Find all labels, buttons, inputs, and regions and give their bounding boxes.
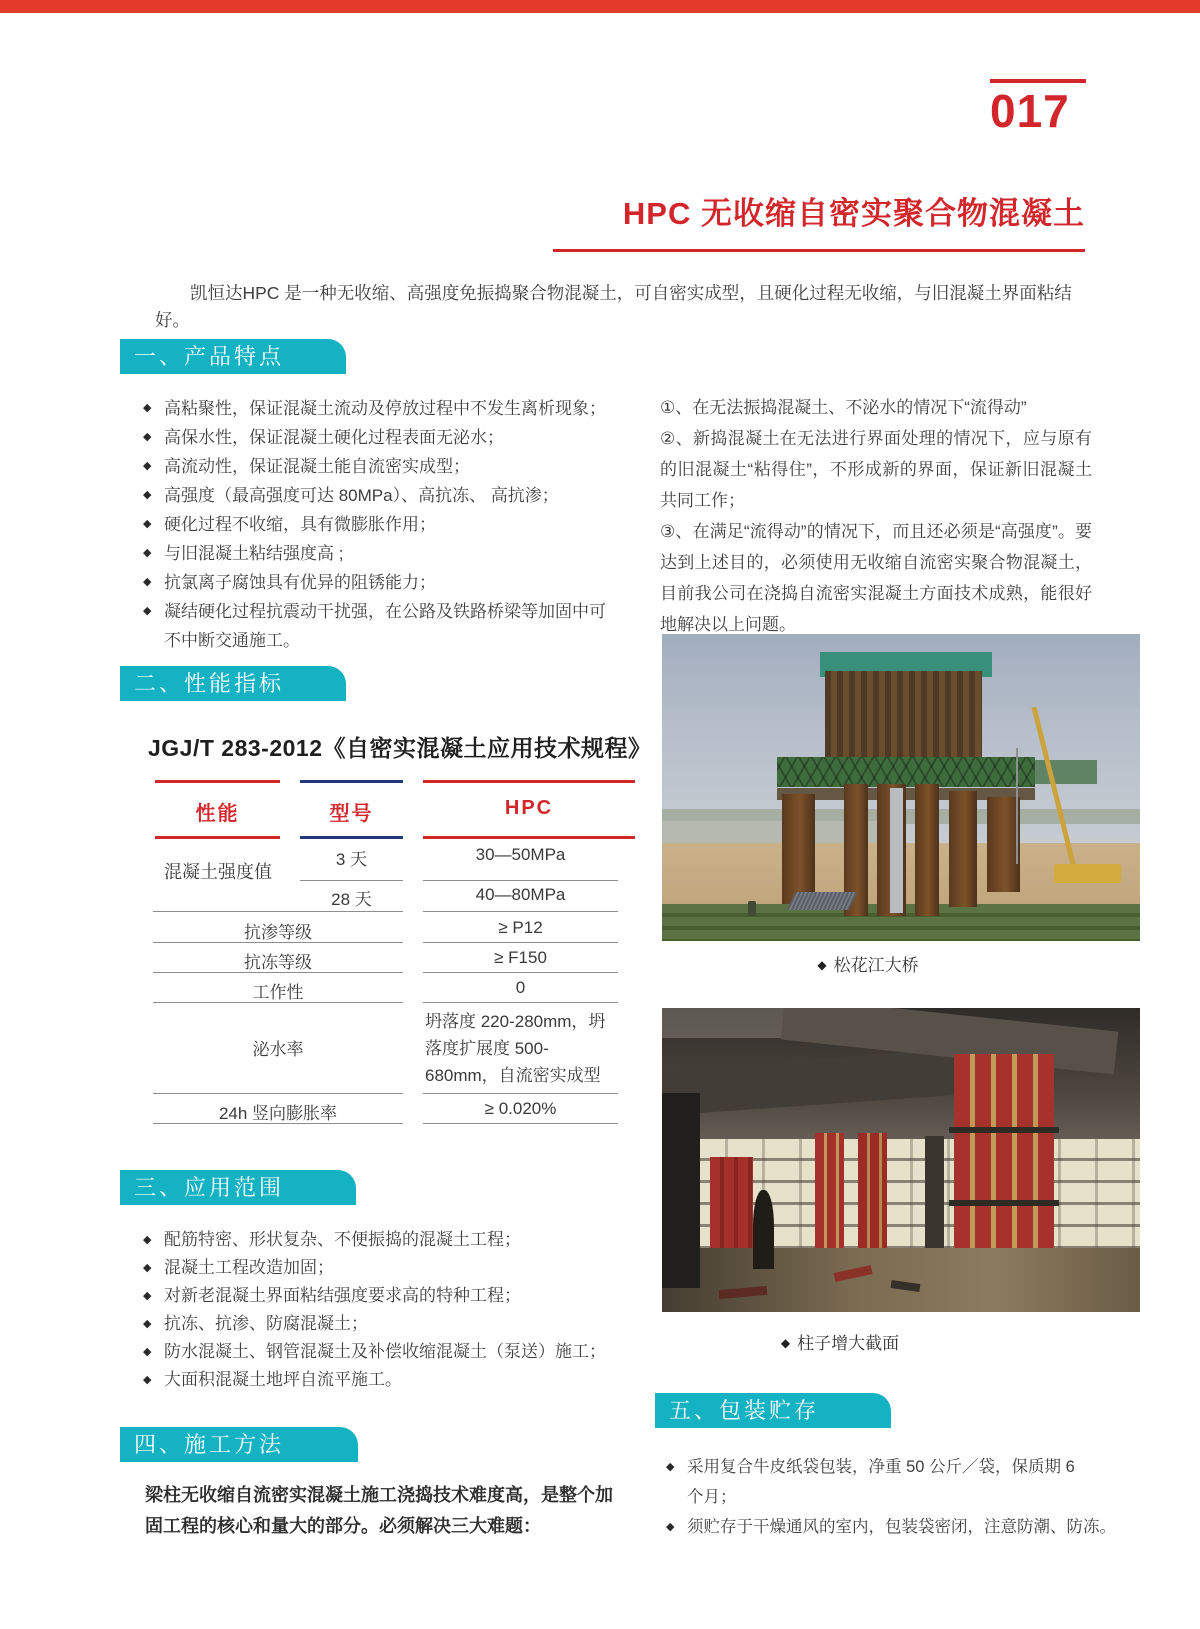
diamond-bullet-icon: ◆ (143, 1262, 152, 1274)
bullet-text: 高流动性，保证混凝土能自流密实成型； (164, 457, 470, 476)
list-item (143, 394, 613, 423)
photo-steel-core (890, 788, 903, 914)
column-header: HPC (504, 797, 554, 819)
row-divider (423, 880, 618, 881)
diamond-bullet-icon: ◆ (143, 518, 152, 530)
header-rule-top (155, 780, 280, 783)
cell-label: 抗冻等级 (244, 953, 312, 972)
diamond-bullet-icon: ◆ (143, 1234, 152, 1246)
cell-strength-label: 混凝土强度值 (164, 862, 272, 882)
diamond-marker-icon: ◆ (780, 1336, 791, 1350)
notes-column (660, 392, 1092, 640)
bullet-text: 防水混凝土、钢管混凝土及补偿收缩混凝土（泵送）施工； (164, 1342, 606, 1361)
photo-pier-column (915, 784, 939, 916)
list-item (143, 568, 613, 597)
section-heading-text: 五、包装贮存 (669, 1398, 820, 1423)
bullet-text: 抗氯离子腐蚀具有优异的阻锈能力； (164, 573, 436, 592)
bullet-text: 与旧混凝土粘结强度高 ; (164, 544, 344, 563)
cell-label: 工作性 (252, 983, 304, 1002)
list-item (143, 1254, 623, 1282)
row-divider (300, 880, 403, 881)
cell-label: 24h 竖向膨胀率 (218, 1104, 338, 1123)
bullet-text: 大面积混凝土地坪自流平施工。 (164, 1370, 402, 1389)
cell-value: ≥ F150 (494, 948, 547, 967)
note-paragraph: ②、新捣混凝土在无法进行界面处理的情况下，应与原有的旧混凝土“粘得住”，不形成新的界面，保证新旧混凝土共同工作； (660, 429, 1092, 510)
page-title: HPC 无收缩自密实聚合物混凝土 (622, 196, 1085, 231)
list-item (666, 1452, 1102, 1512)
row-divider (423, 942, 618, 943)
diamond-bullet-icon: ◆ (143, 605, 152, 617)
photo-formwork-clamp (949, 1200, 1059, 1206)
list-item (666, 1512, 1116, 1542)
diamond-bullet-icon: ◆ (666, 1461, 675, 1473)
photo-rebar-pile (787, 892, 858, 910)
top-red-bar (0, 0, 1200, 13)
diamond-bullet-icon: ◆ (143, 489, 152, 501)
photo-formwork-clamp (949, 1127, 1059, 1133)
packaging-list (666, 1452, 1116, 1542)
bullet-text: 凝结硬化过程抗震动干扰强，在公路及铁路桥梁等加固中可不中断交通施工。 (164, 602, 606, 650)
section-heading-packaging (655, 1393, 891, 1428)
cell-value: 30—50MPa (475, 845, 566, 864)
diamond-bullet-icon: ◆ (143, 1318, 152, 1330)
applications-list (143, 1226, 623, 1394)
cell-label: 抗渗等级 (244, 923, 312, 942)
bullet-text: 硬化过程不收缩，具有微膨胀作用； (164, 515, 436, 534)
row-divider (153, 942, 403, 943)
column-formwork-photo (662, 1008, 1140, 1312)
diamond-bullet-icon: ◆ (666, 1521, 675, 1533)
cell-label: 泌水率 (252, 1040, 304, 1059)
diamond-bullet-icon: ◆ (143, 431, 152, 443)
bullet-text: 混凝土工程改造加固； (164, 1258, 334, 1277)
cell-value: 坍落度 220-280mm，坍落度扩展度 500-680mm，自流密实成型 (425, 1012, 606, 1085)
header-rule-bottom (423, 836, 635, 839)
table-title: JGJ/T 283-2012《自密实混凝土应用技术规程》 (148, 735, 652, 761)
list-item (143, 423, 613, 452)
section-heading-text: 四、施工方法 (134, 1432, 285, 1457)
note-paragraph: ①、在无法振捣混凝土、不泌水的情况下“流得动” (660, 398, 1027, 417)
photo-pier-column (782, 794, 815, 905)
page-number: 017 (990, 85, 1070, 137)
header-rule-bottom (155, 836, 280, 839)
cell-value: 40—80MPa (475, 885, 566, 904)
header-rule-bottom (300, 836, 403, 839)
cell-age: 3 天 (335, 850, 368, 869)
product-features-list (143, 394, 613, 655)
row-divider (153, 1093, 403, 1094)
diamond-bullet-icon: ◆ (143, 1346, 152, 1358)
list-item (143, 597, 613, 655)
list-item (143, 1338, 623, 1366)
list-item (143, 1282, 623, 1310)
list-item (143, 481, 613, 510)
list-item (143, 1310, 623, 1338)
diamond-bullet-icon: ◆ (143, 547, 152, 559)
section-heading-text: 一、产品特点 (134, 344, 285, 369)
title-underline (553, 249, 1085, 252)
diamond-bullet-icon: ◆ (143, 1290, 152, 1302)
caption-text: 柱子增大截面 (797, 1334, 900, 1353)
section-heading-text: 三、应用范围 (134, 1175, 285, 1200)
bullet-text: 对新老混凝土界面粘结强度要求高的特种工程； (164, 1286, 521, 1305)
row-divider (153, 1002, 403, 1003)
cell-value: 0 (515, 978, 526, 997)
photo-dark-edge (662, 1093, 700, 1288)
diamond-bullet-icon: ◆ (143, 460, 152, 472)
photo-green-truss (777, 757, 1035, 788)
performance-table (153, 780, 637, 1125)
bullet-text: 高粘聚性，保证混凝土流动及停放过程中不发生离析现象； (164, 399, 606, 418)
bullet-text: 配筋特密、形状复杂、不便振捣的混凝土工程； (164, 1230, 521, 1249)
photo-truss-extension (1035, 760, 1097, 785)
cell-age: 28 天 (331, 890, 372, 909)
row-divider (423, 972, 618, 973)
diamond-bullet-icon: ◆ (143, 576, 152, 588)
photo-worker-silhouette (753, 1190, 775, 1269)
row-divider (423, 1002, 618, 1003)
header-rule-top (300, 780, 403, 783)
bullet-text: 抗冻、抗渗、防腐混凝土； (164, 1314, 368, 1333)
table-bottom-border (153, 1123, 403, 1124)
photo-crane-truck (1054, 864, 1121, 882)
row-divider (423, 911, 618, 912)
diamond-bullet-icon: ◆ (143, 1374, 152, 1386)
photo-worker (748, 901, 756, 916)
bullet-text: 高强度（最高强度可达 80MPa）、高抗冻、 高抗渗； (164, 486, 559, 505)
list-item (143, 539, 613, 568)
photo-caption (600, 1329, 1080, 1354)
section-heading-text: 二、性能指标 (134, 671, 285, 696)
list-item (143, 510, 613, 539)
section-heading-product-features (120, 339, 346, 374)
photo-dark-post (925, 1136, 944, 1264)
photo-caption (628, 951, 1108, 976)
photo-utility-pole (1016, 748, 1018, 865)
column-header: 性能 (195, 803, 240, 825)
photo-dirt-floor (662, 1248, 1140, 1312)
photo-pier-column (949, 791, 978, 908)
list-item (143, 452, 613, 481)
column-header: 型号 (329, 803, 374, 825)
construction-paragraph: 梁柱无收缩自流密实混凝土施工浇捣技术难度高，是整个加固工程的核心和量大的部分。必须解决三大难题： (145, 1485, 613, 1536)
list-item (143, 1226, 623, 1254)
bridge-photo (662, 634, 1140, 941)
cell-value: ≥ 0.020% (484, 1099, 557, 1118)
page-number-rule (990, 79, 1086, 83)
bullet-text: 高保水性，保证混凝土硬化过程表面无泌水； (164, 428, 504, 447)
section-heading-performance (120, 666, 346, 701)
table-bottom-border (423, 1123, 618, 1124)
row-divider (423, 1093, 618, 1094)
bullet-text: 采用复合牛皮纸袋包装，净重 50 公斤／袋，保质期 6 个月； (687, 1458, 1075, 1506)
intro-paragraph: 凯恒达HPC 是一种无收缩、高强度免振捣聚合物混凝土，可自密实成型，且硬化过程无收缩，与旧混凝土界面粘结好。 (155, 283, 1072, 330)
row-divider (153, 972, 403, 973)
caption-text: 松花江大桥 (833, 956, 919, 975)
header-rule-top (423, 780, 635, 783)
section-heading-applications (120, 1170, 356, 1205)
note-paragraph: ③、在满足“流得动”的情况下，而且还必须是“高强度”。要达到上述目的，必须使用无收缩自流密实聚合物混凝土，目前我公司在浇捣自流密实混凝土方面技术成熟，能很好地解决以上问题。 (660, 522, 1092, 634)
diamond-marker-icon: ◆ (817, 958, 827, 972)
diamond-bullet-icon: ◆ (143, 402, 152, 414)
row-divider (153, 911, 403, 912)
section-heading-construction (120, 1427, 358, 1462)
list-item (143, 1366, 623, 1394)
photo-scaffolding (825, 671, 983, 760)
bullet-text: 须贮存于干燥通风的室内，包装袋密闭，注意防潮、防冻。 (687, 1518, 1116, 1536)
cell-value: ≥ P12 (498, 918, 543, 937)
